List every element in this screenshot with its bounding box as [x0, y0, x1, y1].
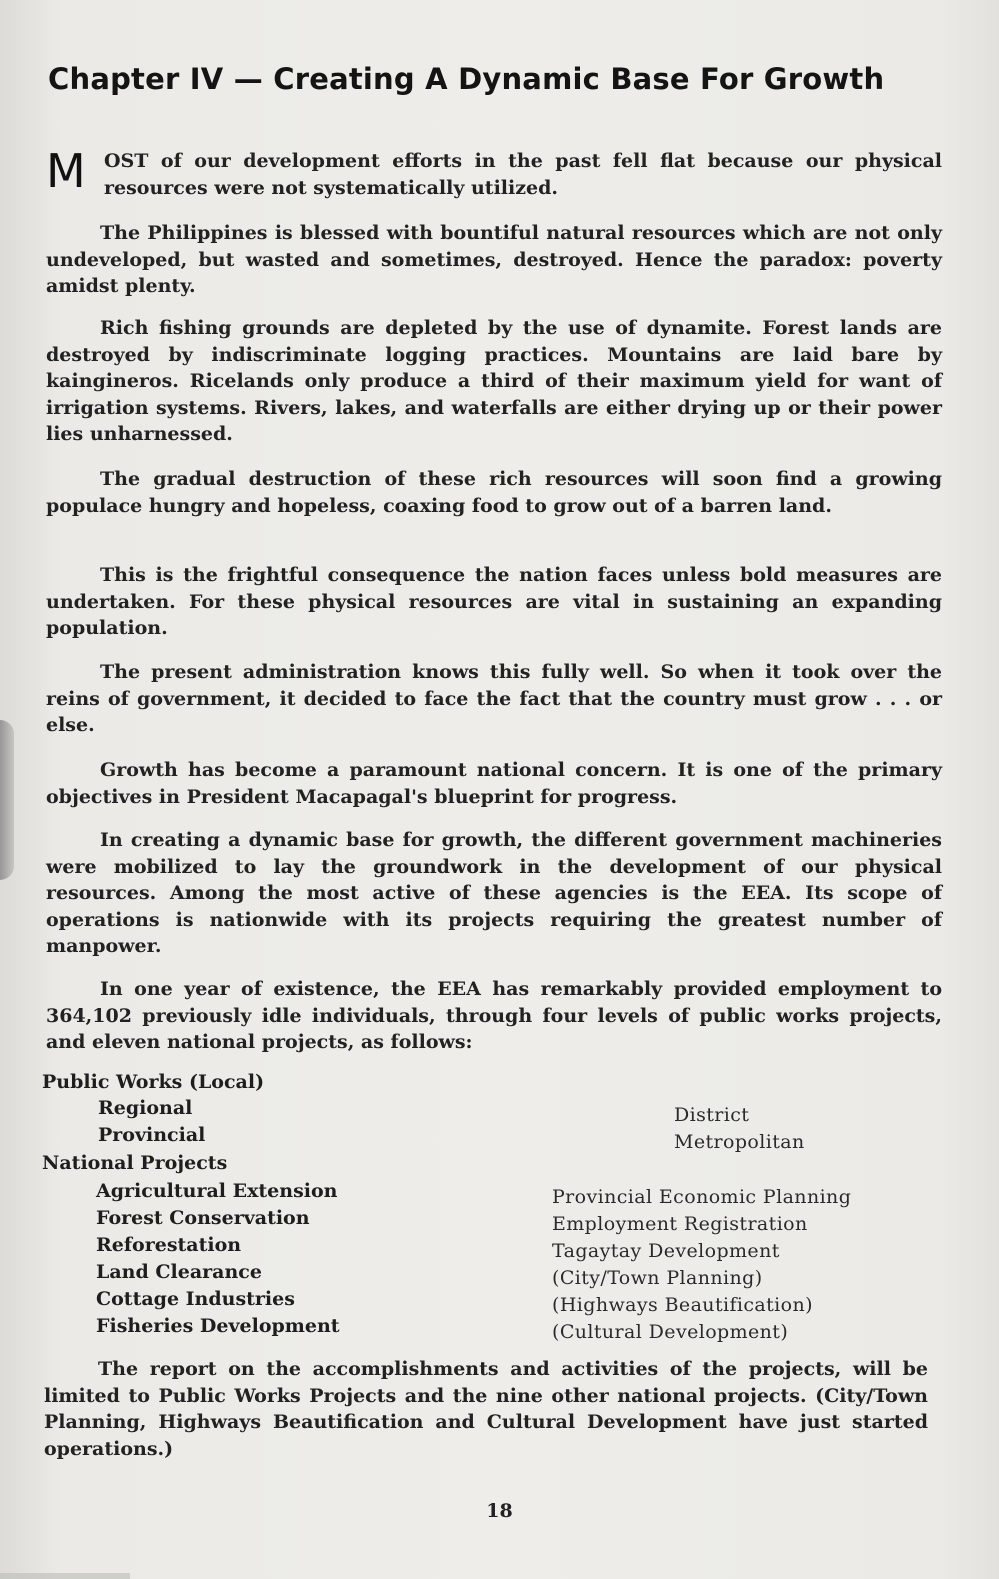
paragraph-administration: The present administration knows this fully well. So when it took over the reins of government, it decided to face the fact that the country must grow . . . or else. — [46, 661, 942, 736]
list-item: Cottage Industries — [96, 1288, 295, 1310]
list-item: Provincial Economic Planning — [552, 1186, 852, 1208]
public-works-right-list — [674, 1102, 805, 1156]
list-item: Employment Registration — [552, 1213, 808, 1235]
list-item: Land Clearance — [96, 1261, 262, 1283]
paragraph-depletion: Rich fishing grounds are depleted by the use of dynamite. Forest lands are destroyed by indiscriminate logging practices. Mountains are laid bare by kaingineros. Ricelands only produce a third of their maximum yield for want of irrigation systems. Rivers, lakes, and waterfalls are either drying up or their power lies unharnessed. — [46, 317, 942, 445]
list-item: Regional — [98, 1097, 193, 1119]
list-item: Tagaytay Development — [552, 1240, 780, 1262]
list-item: (Cultural Development) — [552, 1321, 789, 1343]
list-item: Forest Conservation — [96, 1207, 310, 1229]
list-item: (City/Town Planning) — [552, 1267, 763, 1289]
drop-cap: M — [46, 144, 86, 198]
national-projects-heading: National Projects — [42, 1152, 228, 1174]
paragraph-growth: Growth has become a paramount national concern. It is one of the primary objectives in President Macapagal's blueprint for progress. — [46, 759, 942, 808]
thumb-shadow — [0, 720, 14, 880]
list-item: District — [674, 1104, 750, 1126]
list-item: Metropolitan — [674, 1131, 805, 1153]
list-item: Provincial — [98, 1124, 206, 1146]
paragraph-consequence: This is the frightful consequence the nation faces unless bold measures are undertaken. For these physical resources are vital in sustaining an expanding population. — [46, 564, 942, 639]
closing-paragraph: The report on the accomplishments and activities of the projects, will be limited to Public Works Projects and the nine other national projects. (City/Town Planning, Highways Beautification and Cultural Development have just started operations.) — [44, 1358, 928, 1460]
list-item: Reforestation — [96, 1234, 242, 1256]
chapter-title: Chapter IV — Creating A Dynamic Base For Growth — [48, 62, 885, 96]
public-works-heading: Public Works (Local) — [42, 1071, 265, 1093]
paragraph-destruction: The gradual destruction of these rich resources will soon find a growing populace hungry and hopeless, coaxing food to grow out of a barren land. — [46, 468, 942, 517]
page-number: 18 — [486, 1500, 513, 1522]
list-item: Fisheries Development — [96, 1315, 340, 1337]
national-projects-right-list — [552, 1184, 851, 1346]
intro-paragraph: OST of our development efforts in the past fell flat because our physical resources were not systematically utilized. — [104, 150, 942, 199]
public-works-left-list — [98, 1095, 205, 1149]
list-item: Agricultural Extension — [96, 1180, 338, 1202]
list-item: (Highways Beautification) — [552, 1294, 813, 1316]
paragraph-machineries: In creating a dynamic base for growth, the different government machineries were mobilized to lay the groundwork in the development of our physical resources. Among the most active of these agencies is the EEA. Its scope of operations is nationwide with its projects requiring the greatest number of manpower. — [46, 829, 942, 957]
paragraph-employment: In one year of existence, the EEA has remarkably provided employment to 364,102 previously idle individuals, through four levels of public works projects, and eleven national projects, as follows: — [46, 978, 942, 1053]
scan-footer-strip — [0, 1573, 130, 1579]
paragraph-resources: The Philippines is blessed with bountiful natural resources which are not only undeveloped, but wasted and sometimes, destroyed. Hence the paradox: poverty amidst plenty. — [46, 222, 942, 297]
national-projects-left-list — [96, 1178, 340, 1340]
